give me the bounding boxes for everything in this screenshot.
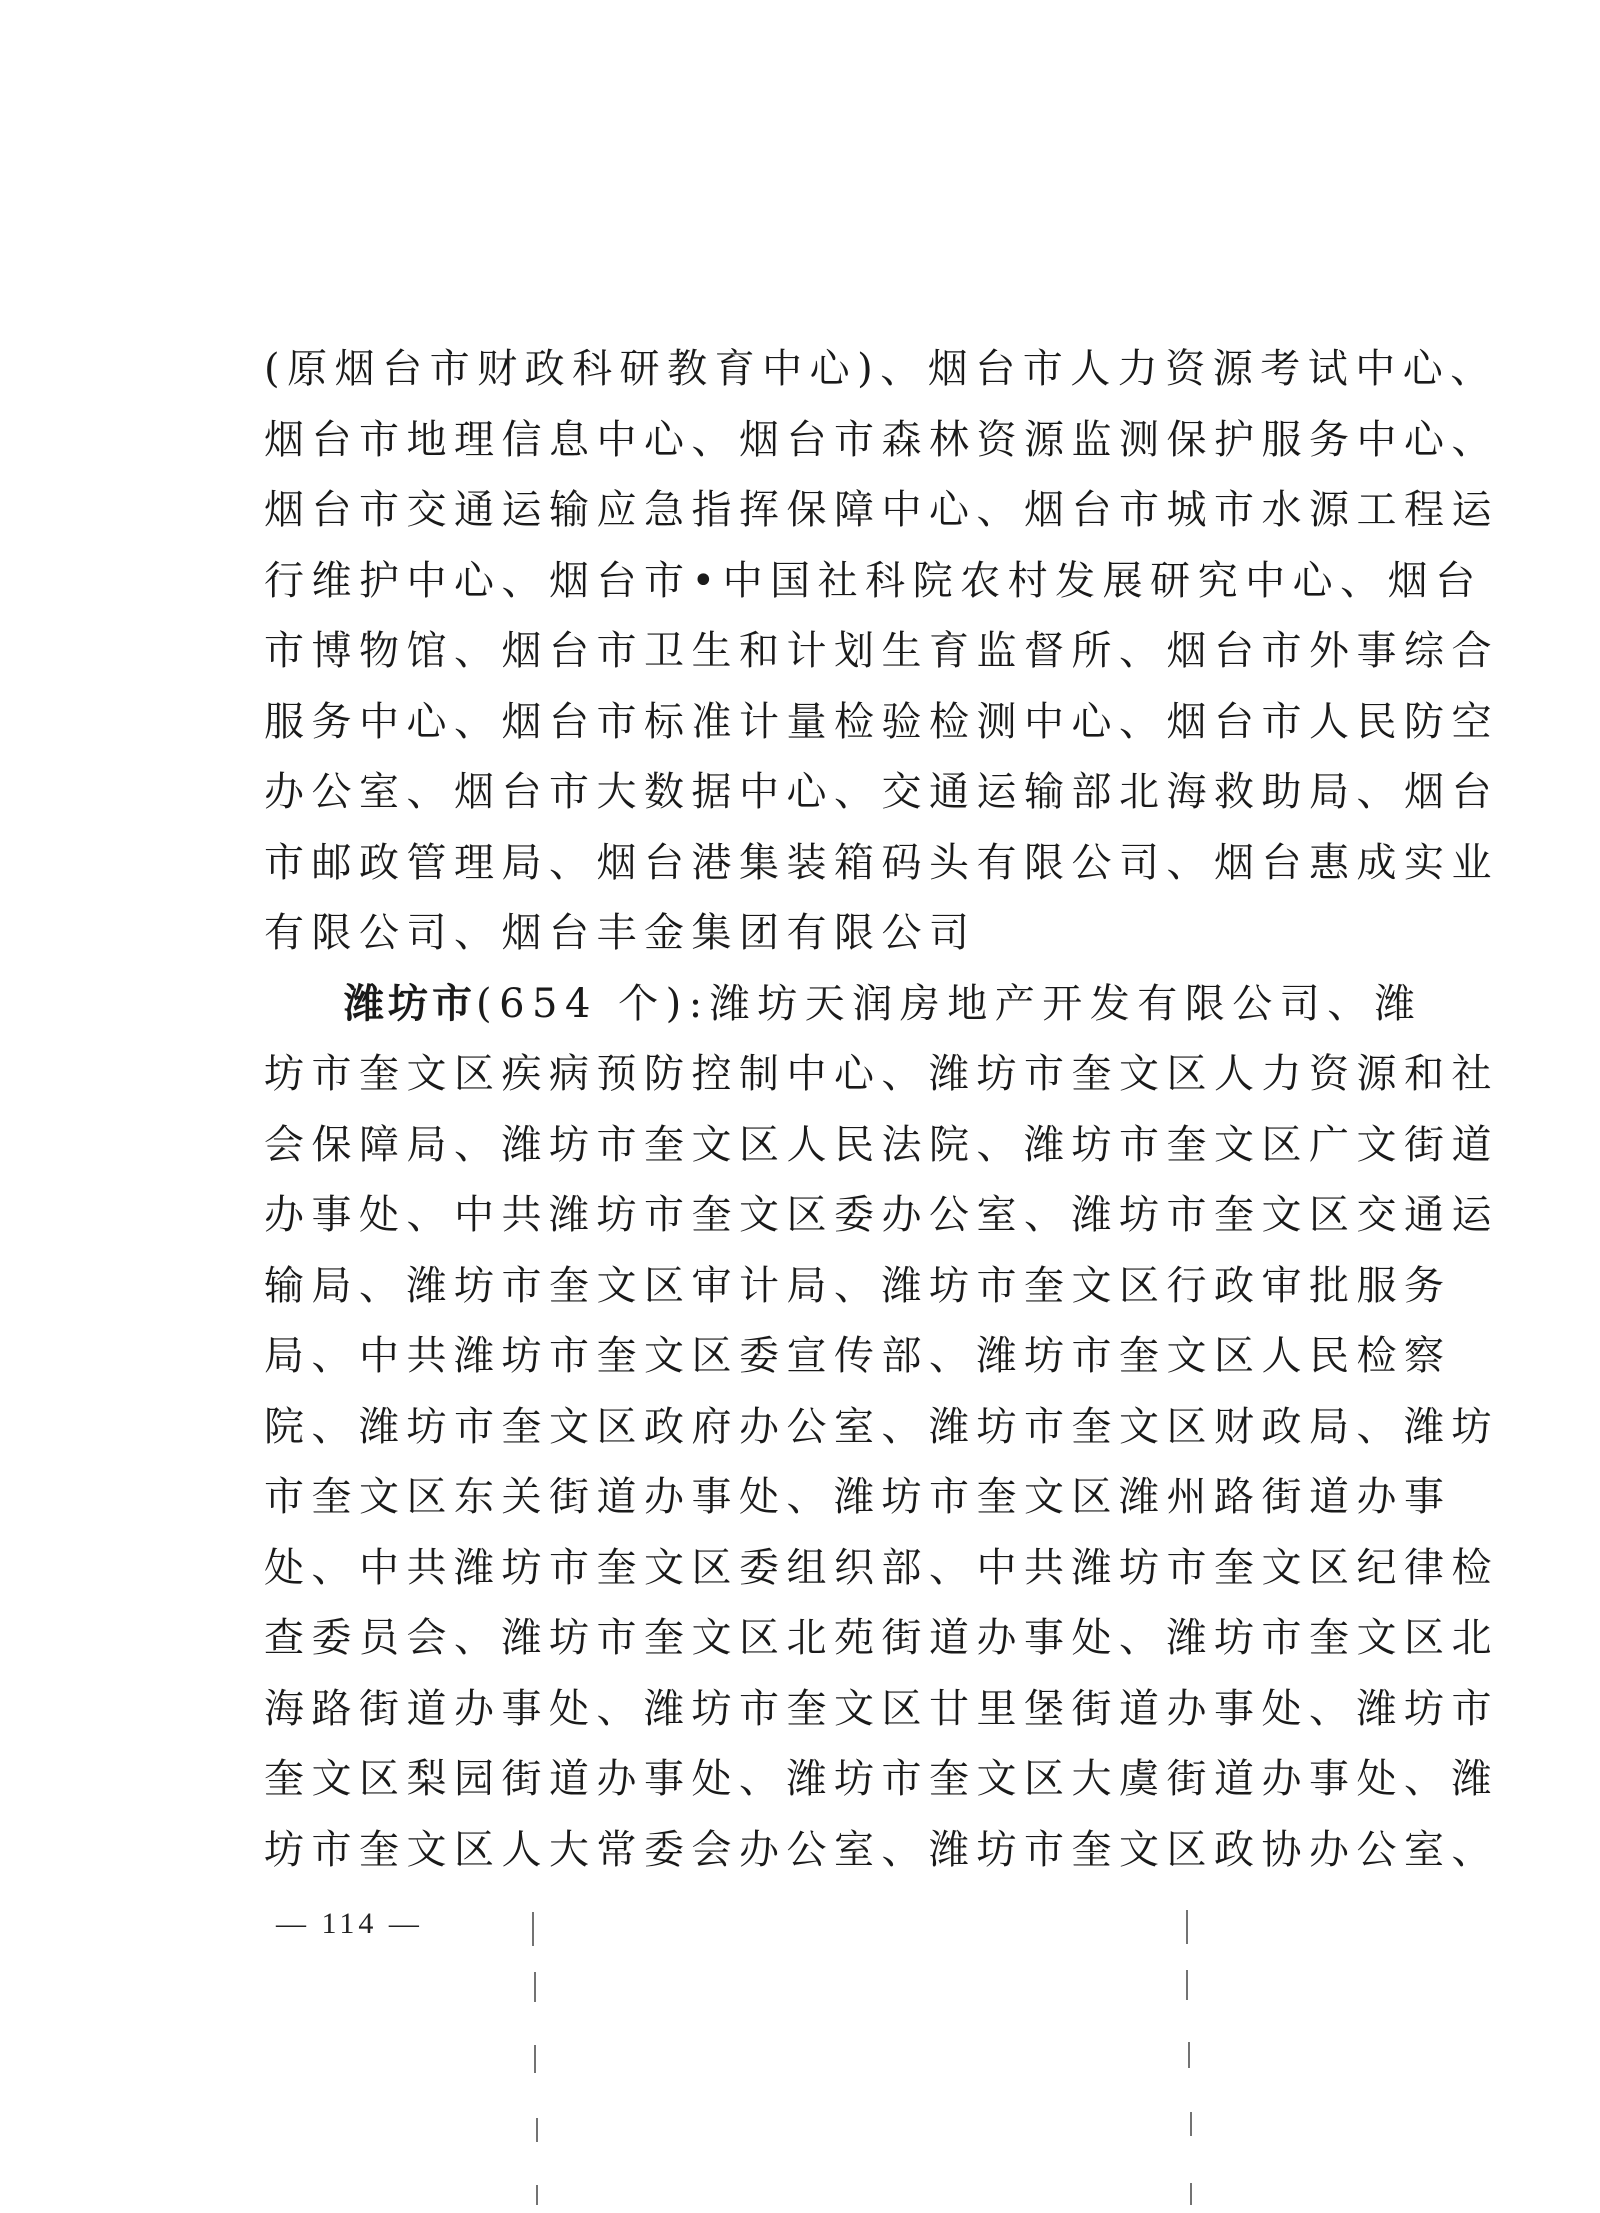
page-number: — 114 — — [276, 1907, 423, 1940]
text-line: 办公室、烟台市大数据中心、交通运输部北海救助局、烟台 — [264, 769, 1499, 815]
weifang-paragraph-start — [264, 969, 1423, 1040]
text-line: 海路街道办事处、潍坊市奎文区廿里堡街道办事处、潍坊市 — [264, 1685, 1499, 1732]
text-line: 局、中共潍坊市奎文区委宣传部、潍坊市奎文区人民检察 — [264, 1333, 1452, 1379]
scan-artifact — [1190, 2183, 1192, 2205]
text-line: 市博物馆、烟台市卫生和计划生育监督所、烟台市外事综合 — [264, 628, 1499, 674]
scan-artifact — [534, 1972, 536, 2002]
text-line: 输局、潍坊市奎文区审计局、潍坊市奎文区行政审批服务 — [264, 1262, 1452, 1309]
text-line: 市邮政管理局、烟台港集装箱码头有限公司、烟台惠成实业 — [264, 839, 1499, 886]
text-line: 坊市奎文区疾病预防控制中心、潍坊市奎文区人力资源和社 — [264, 1051, 1499, 1097]
text-line: 烟台市地理信息中心、烟台市森林资源监测保护服务中心、 — [264, 416, 1499, 463]
scan-artifact — [532, 1912, 534, 1946]
body-text — [264, 334, 1499, 1885]
weifang-heading: 潍坊市 — [344, 980, 476, 1027]
text-line: 烟台市交通运输应急指挥保障中心、烟台市城市水源工程运 — [264, 487, 1499, 533]
text-line: 办事处、中共潍坊市奎文区委办公室、潍坊市奎文区交通运 — [264, 1192, 1499, 1238]
scan-artifact — [536, 2118, 538, 2142]
text-line: 查委员会、潍坊市奎文区北苑街道办事处、潍坊市奎文区北 — [264, 1615, 1499, 1661]
text-line: 有限公司、烟台丰金集团有限公司 — [264, 910, 977, 956]
text-line: 坊市奎文区人大常委会办公室、潍坊市奎文区政协办公室、 — [264, 1826, 1499, 1873]
text-line: 处、中共潍坊市奎文区委组织部、中共潍坊市奎文区纪律检 — [264, 1544, 1499, 1591]
scan-artifact — [1186, 1970, 1188, 2000]
scan-artifact — [536, 2185, 538, 2205]
scan-artifact — [1190, 2112, 1192, 2136]
weifang-first-line: (654 个):潍坊天润房地产开发有限公司、潍 — [476, 980, 1423, 1027]
text-line: 奎文区梨园街道办事处、潍坊市奎文区大虞街道办事处、潍 — [264, 1756, 1499, 1802]
text-line: 行维护中心、烟台市•中国社科院农村发展研究中心、烟台 — [264, 557, 1483, 604]
text-line: 院、潍坊市奎文区政府办公室、潍坊市奎文区财政局、潍坊 — [264, 1403, 1499, 1450]
text-line: 服务中心、烟台市标准计量检验检测中心、烟台市人民防空 — [264, 698, 1499, 745]
scan-artifact — [1188, 2042, 1190, 2068]
text-line: (原烟台市财政科研教育中心)、烟台市人力资源考试中心、 — [264, 346, 1498, 392]
text-line: 市奎文区东关街道办事处、潍坊市奎文区潍州路街道办事 — [264, 1474, 1452, 1520]
scan-artifact — [534, 2045, 536, 2073]
text-line: 会保障局、潍坊市奎文区人民法院、潍坊市奎文区广文街道 — [264, 1121, 1499, 1168]
scan-artifact — [1186, 1910, 1188, 1944]
